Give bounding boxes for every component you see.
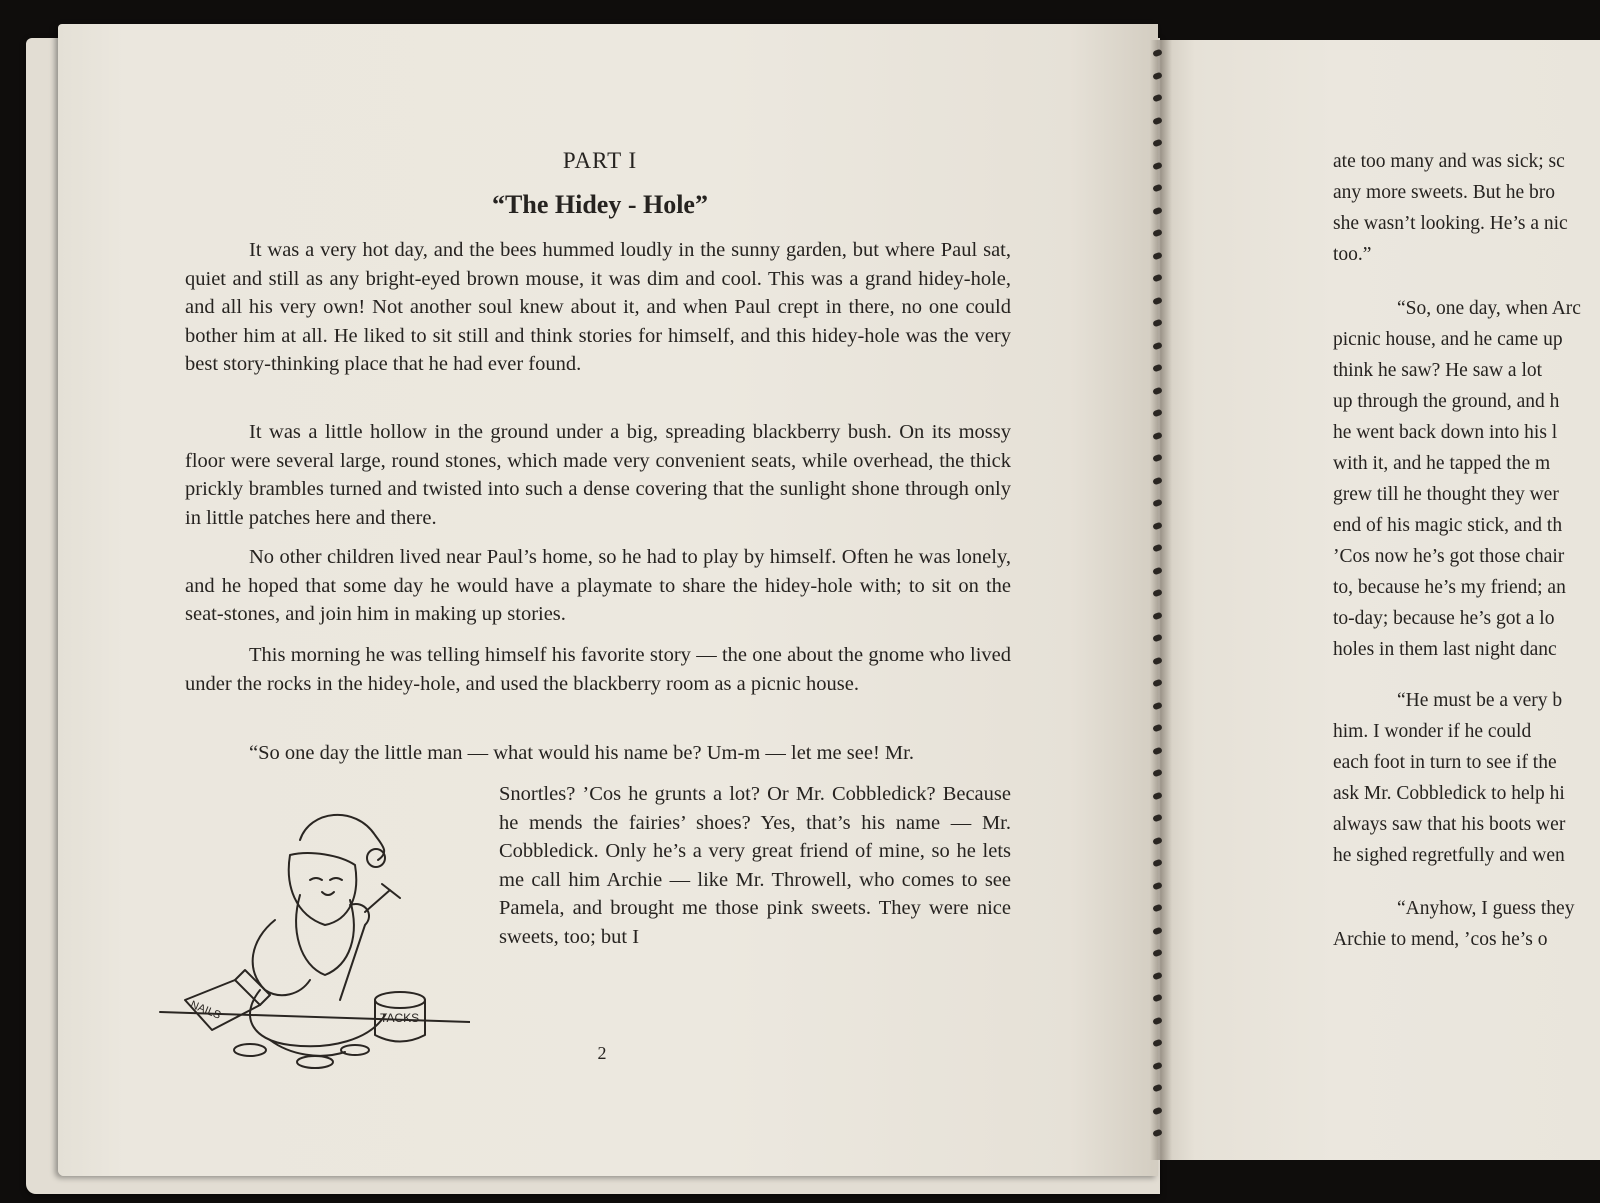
right-line: too.” [1333,244,1372,265]
binding-coil [1152,94,1162,102]
paragraph-5-line-1: “So one day the little man — what would his name be? Um-m — let me see! Mr. [249,742,914,764]
binding-coil [1152,926,1162,934]
binding-coil [1152,611,1162,619]
right-line: “Anyhow, I guess they [1397,898,1575,919]
binding-coil [1152,251,1162,259]
right-line: each foot in turn to see if the [1333,752,1557,773]
binding-coil [1152,274,1162,282]
tacks-label: TACKS [380,1011,420,1025]
binding-coil [1152,679,1162,687]
binding-coil [1152,1084,1162,1092]
binding-coil [1152,971,1162,979]
binding-coil [1152,499,1162,507]
paragraph-5-first-line [185,739,1011,768]
right-line: up through the ground, and h [1333,391,1560,412]
binding-coil [1152,701,1162,709]
binding-coil [1152,341,1162,349]
binding-coil [1152,116,1162,124]
binding-coil [1152,1129,1162,1137]
right-line: any more sweets. But he bro [1333,182,1556,203]
paragraph-3-text: No other children lived near Paul’s home, so he had to play by himself. Often he was lonely, and he hoped that some day he would have a playmate to share the hidey-hole with; to sit on the seat-stones, and join him in making up stories. [185,546,1011,625]
binding-coil [1152,521,1162,529]
gnome-beard [296,895,354,975]
paragraph-4 [185,641,1011,698]
binding-coil [1152,229,1162,237]
right-line: she wasn’t looking. He’s a nic [1333,213,1568,234]
binding-coil [1152,364,1162,372]
binding-coil [1152,476,1162,484]
binding-coil [1152,724,1162,732]
right-line: him. I wonder if he could [1333,721,1532,742]
binding-coil [1152,1039,1162,1047]
binding-coil [1152,139,1162,147]
right-line: he went back down into his l [1333,422,1558,443]
binding-coil [1152,49,1162,57]
paragraph-4-text: This morning he was telling himself his favorite story — the one about the gnome who lived under the rocks in the hidey-hole, and used the blackberry room as a picnic house. [185,644,1011,695]
right-line: ask Mr. Cobbledick to help hi [1333,783,1565,804]
right-line: picnic house, and he came up [1333,329,1563,350]
right-line: to, because he’s my friend; an [1333,577,1566,598]
right-paragraph-3 [1333,685,1600,871]
right-paragraph-1 [1333,146,1600,270]
binding-coil [1152,566,1162,574]
right-line: to-day; because he’s got a lo [1333,608,1555,629]
binding-coil [1152,859,1162,867]
binding-coil [1152,544,1162,552]
paragraph-1-text: It was a very hot day, and the bees hummed loudly in the sunny garden, but where Paul sat, quiet and still as any bright-eyed brown mouse, it was dim and cool. This was a grand hidey-hole, and all his very own! Not another soul knew about it, and when Paul crept in there, no one could bother him at all. He liked to sit still and think stories for himself, and this hidey-hole was the very best story-thinking place that he had ever found. [185,239,1011,375]
binding-coil [1152,1061,1162,1069]
right-line: think he saw? He saw a lot [1333,360,1543,381]
binding-coil [1152,791,1162,799]
paragraph-2-text: It was a little hollow in the ground under a big, spreading blackberry bush. On its mossy floor were several large, round stones, which made very convenient seats, while overhead, the thick prickly brambles turned and twisted into such a dense covering that the sunlight shone through only in little patches here and there. [185,421,1011,529]
paragraph-2 [185,418,1011,532]
binding-coil [1152,589,1162,597]
right-line: always saw that his boots wer [1333,814,1566,835]
right-line: “So, one day, when Arc [1397,298,1581,319]
right-line: ’Cos now he’s got those chair [1333,546,1565,567]
right-line: ate too many and was sick; sc [1333,151,1565,172]
page-number: 2 [597,1043,607,1063]
binding-coil [1152,454,1162,462]
part-heading: PART I [562,148,638,173]
right-line: end of his magic stick, and th [1333,515,1563,536]
paragraph-1 [185,236,1011,379]
right-line: he sighed regretfully and wen [1333,845,1565,866]
paragraph-3 [185,543,1011,629]
binding-coil [1152,656,1162,664]
right-paragraph-2 [1333,293,1600,665]
binding-coil [1152,634,1162,642]
binding-coil [1152,386,1162,394]
binding-coil [1152,904,1162,912]
gnome-cobbler-illustration [150,800,470,1070]
binding-coil [1152,746,1162,754]
right-line: “He must be a very b [1397,690,1563,711]
hammer [365,884,400,912]
binding-coil [1152,409,1162,417]
binding-coil [1152,296,1162,304]
binding-coil [1152,1016,1162,1024]
binding-coil [1152,769,1162,777]
binding-coil [1152,319,1162,327]
gnome-body [253,920,310,995]
binding-coil [1152,994,1162,1002]
binding-coil [1152,431,1162,439]
right-line: holes in them last night danc [1333,639,1557,660]
right-line: grew till he thought they wer [1333,484,1559,505]
chapter-title: “The Hidey - Hole” [492,190,708,219]
binding-coil [1152,949,1162,957]
nails-label: NAILS [188,998,223,1022]
right-line: with it, and he tapped the m [1333,453,1551,474]
binding-coil [1152,71,1162,79]
tacks-tin [375,992,425,1008]
binding-coil [1152,814,1162,822]
binding-coil [1152,836,1162,844]
right-paragraph-4 [1333,893,1600,955]
binding-coil [1152,881,1162,889]
gnome-face [289,853,356,925]
cap-pompom [367,849,385,867]
paragraph-5-wrapped-text: Snortles? ’Cos he grunts a lot? Or Mr. Cobbledick? Because he mends the fairies’ shoes? Yes, that’s his name — Mr. Cobbledick. Only he’s a very great friend of mine, so he lets me call him Archie — like Mr. Throwell, who comes to see Pamela, and brought me those pink sweets. They were nice sweets, too; but I [499,783,1011,948]
right-line: Archie to mend, ’cos he’s o [1333,929,1548,950]
binding-coil [1152,1106,1162,1114]
